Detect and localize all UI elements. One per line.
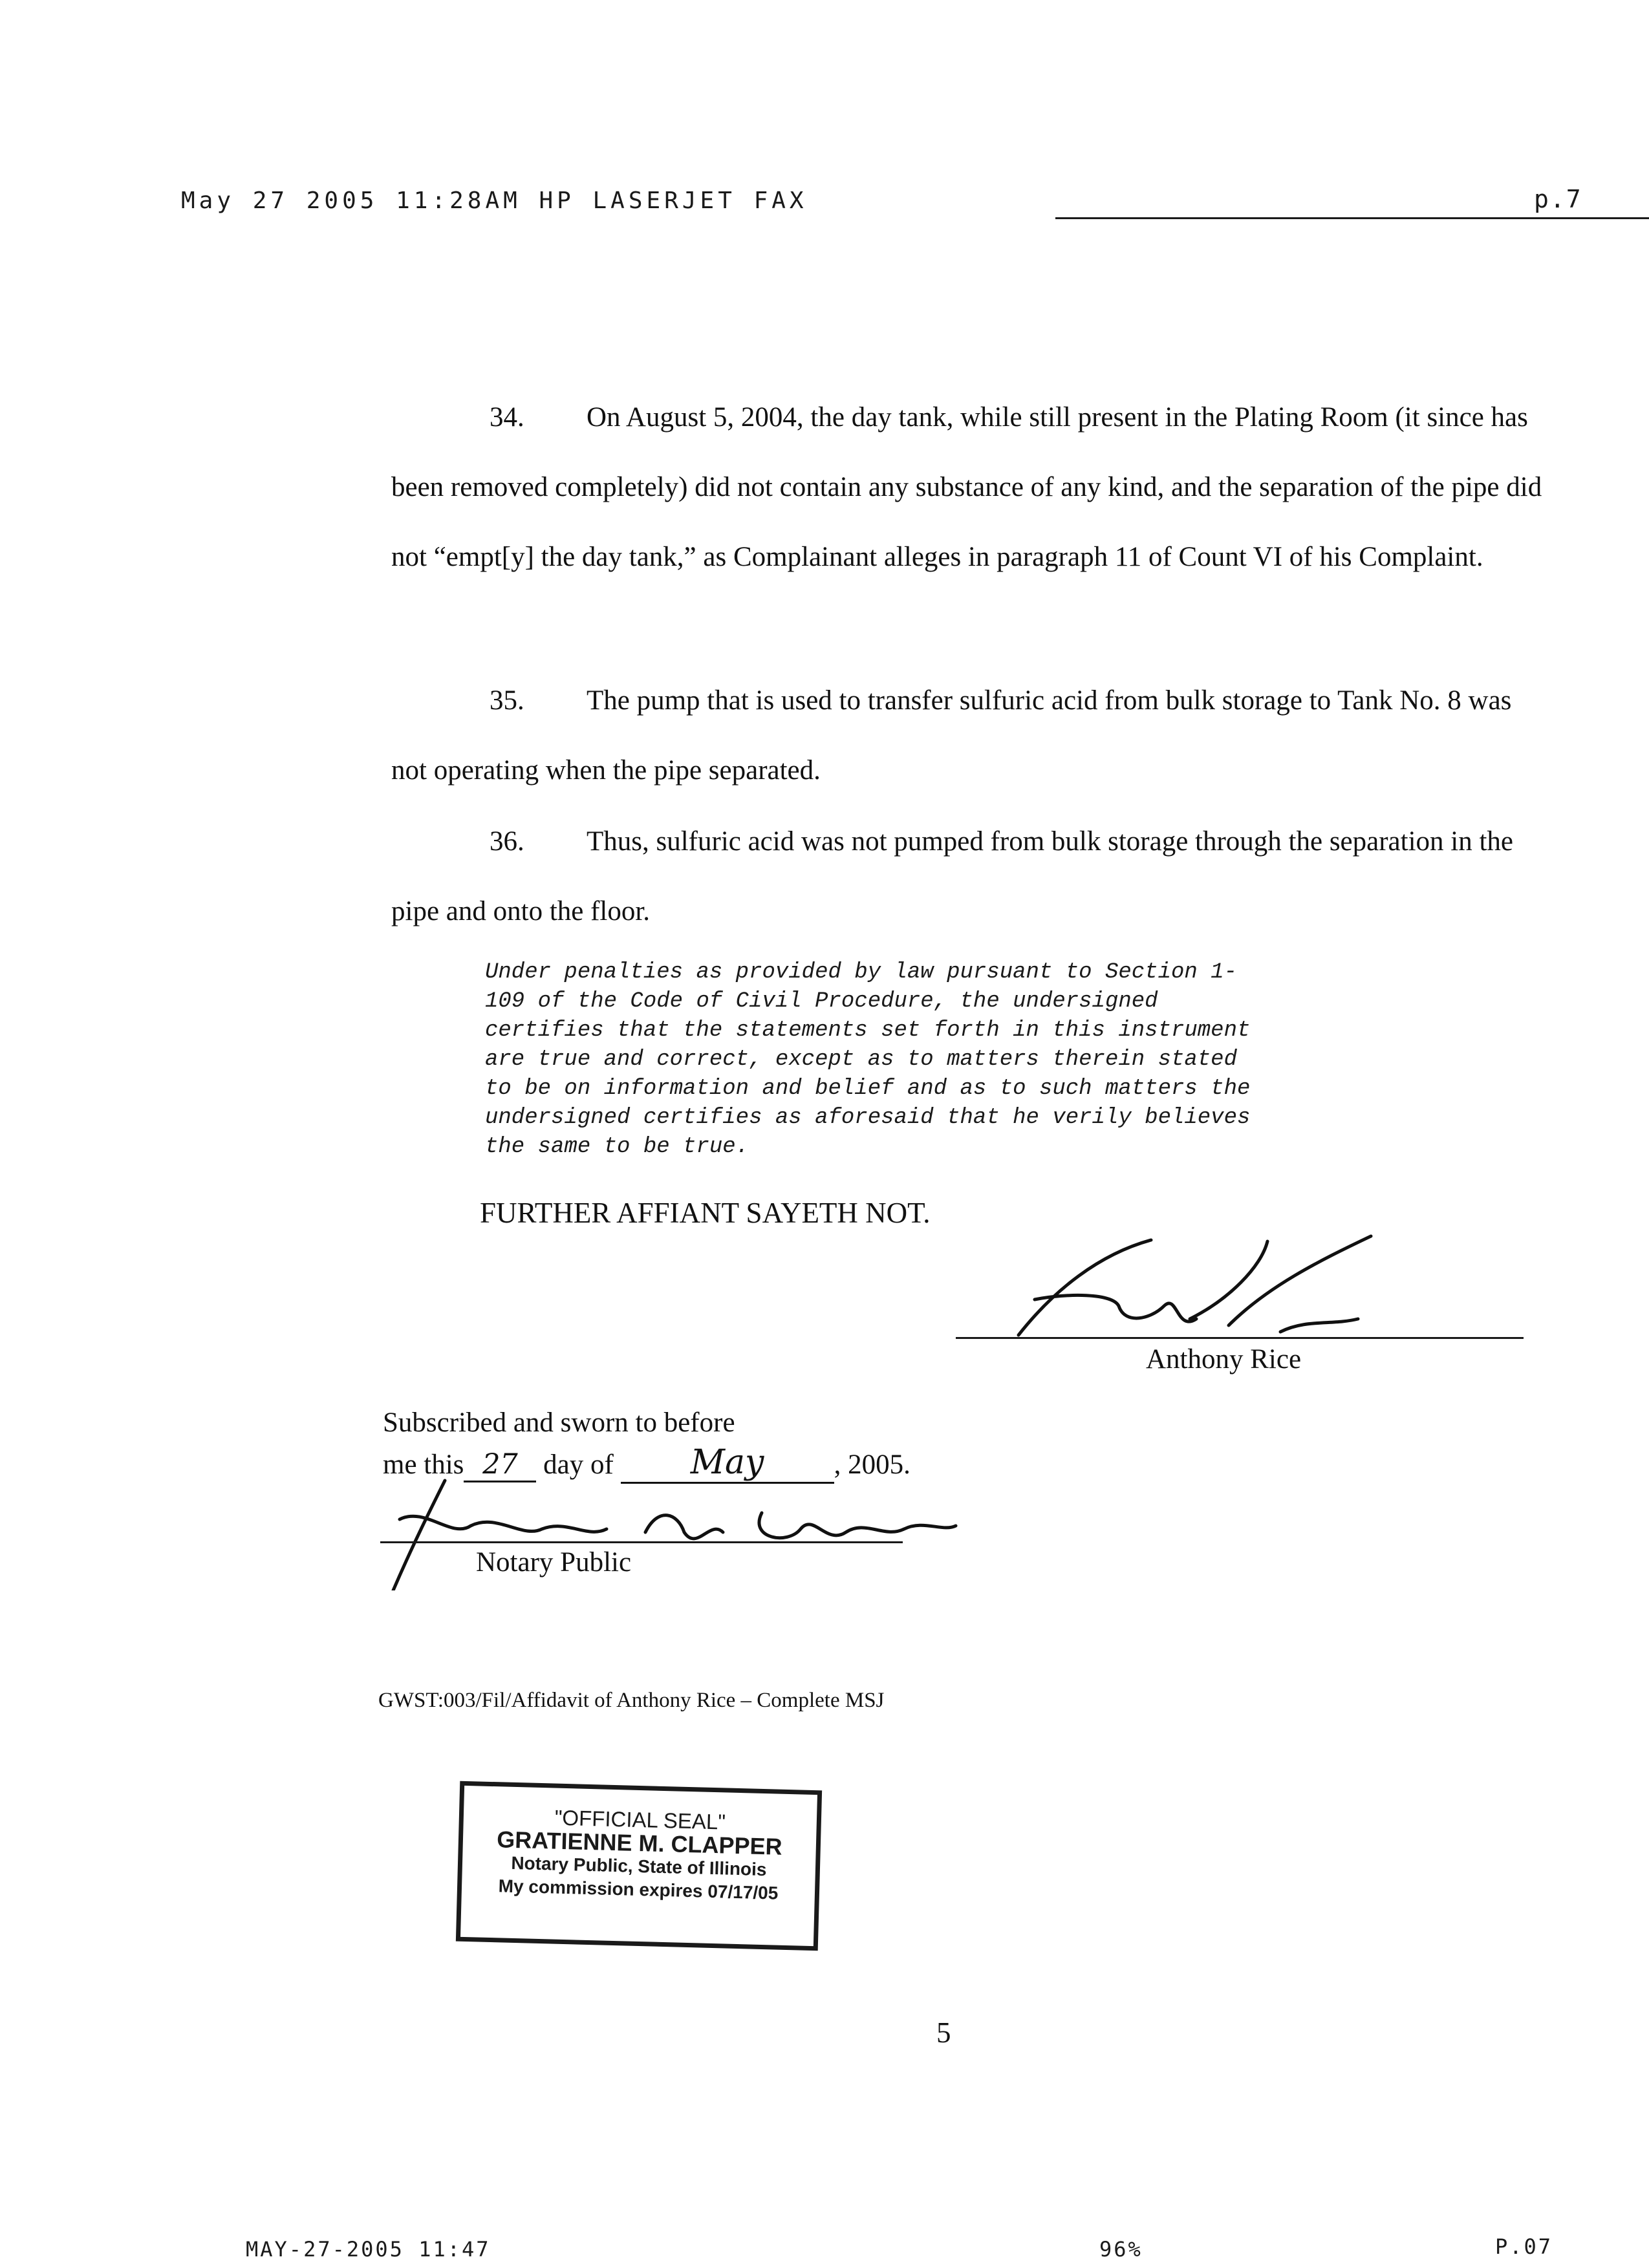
paragraph-text: On August 5, 2004, the day tank, while still present in the Plating Room (it since has been removed completely) did not contain any substance of any kind, and the separation of the pipe did not “empt[y] the day tank,” as Complainant alleges in paragraph 11 of Count VI of his Complaint. xyxy=(391,402,1542,572)
jurat-day-of: day of xyxy=(543,1450,614,1480)
paragraph-text: The pump that is used to transfer sulfuric acid from bulk storage to Tank No. 8 was not operating when the pipe separated. xyxy=(391,685,1512,786)
affiant-signature xyxy=(957,1228,1410,1351)
paragraph-35 xyxy=(391,666,1542,806)
paragraph-number: 35. xyxy=(490,685,524,716)
footer-page: P.07 xyxy=(1495,2234,1553,2259)
affiant-name: Anthony Rice xyxy=(1146,1344,1302,1375)
seal-line-4: My commission expires 07/17/05 xyxy=(498,1876,779,1903)
affiant-signature-line xyxy=(956,1337,1524,1339)
header-rule xyxy=(1055,217,1649,219)
paragraph-36 xyxy=(391,807,1542,947)
notary-signature-line xyxy=(380,1541,903,1543)
seal-name: GRATIENNE M. CLAPPER xyxy=(496,1826,783,1860)
paragraph-number: 36. xyxy=(490,826,524,857)
fax-header-line: May 27 2005 11:28AM HP LASERJET FAX xyxy=(181,187,808,214)
page-number: 5 xyxy=(936,2017,951,2049)
jurat-month: May xyxy=(621,1443,834,1484)
notary-signature xyxy=(374,1468,969,1590)
footer-datetime: MAY-27-2005 11:47 xyxy=(246,2237,491,2262)
notary-public-label: Notary Public xyxy=(476,1547,632,1578)
fax-page-label: p.7 xyxy=(1534,185,1582,213)
jurat-day: 27 xyxy=(464,1448,536,1482)
jurat-me-this: me this xyxy=(383,1450,464,1480)
paragraph-text: Thus, sulfuric acid was not pumped from bulk storage through the separation in the pipe and onto the floor. xyxy=(391,826,1514,926)
seal-title: "OFFICIAL SEAL" xyxy=(554,1805,726,1834)
paragraph-number: 34. xyxy=(490,402,524,433)
seal-line-3: Notary Public, State of Illinois xyxy=(511,1852,767,1880)
certification-text: Under penalties as provided by law pursuant to Section 1- 109 of the Code of Civil Procedure, the undersigned certifies that the statements set forth in this instrument are true and correct, except as to matters therein stated to be on information and belief and as to such matters the undersigned certifies as aforesaid that he verily believes the same to be true. xyxy=(485,960,1251,1159)
paragraph-34 xyxy=(391,383,1542,592)
jurat-year: , 2005. xyxy=(834,1450,911,1480)
further-affiant: FURTHER AFFIANT SAYETH NOT. xyxy=(480,1197,931,1229)
footer-percent: 96% xyxy=(1099,2237,1143,2262)
official-seal-stamp xyxy=(456,1781,822,1951)
file-reference: GWST:003/Fil/Affidavit of Anthony Rice – Complete MSJ xyxy=(378,1689,885,1712)
jurat-line-1: Subscribed and sworn to before xyxy=(383,1407,735,1438)
